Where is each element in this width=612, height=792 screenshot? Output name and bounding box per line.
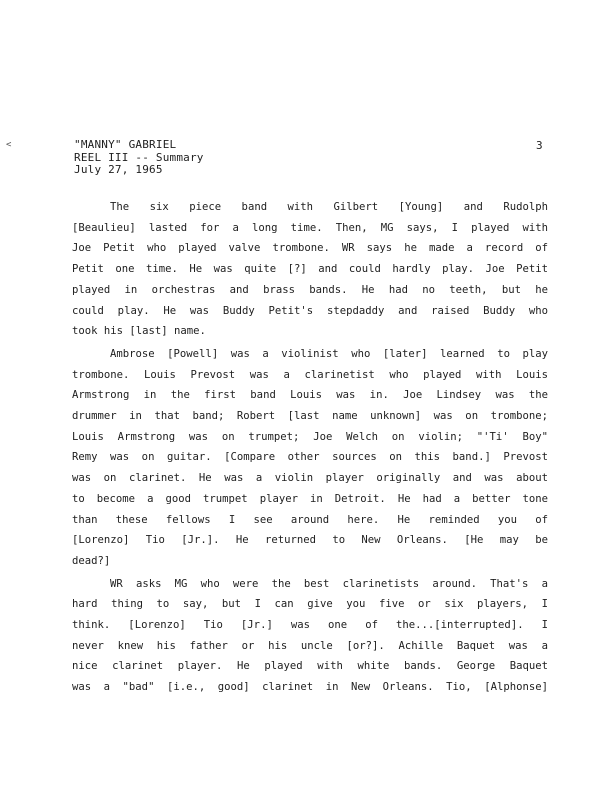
text-line: was a "bad" [i.e., good] clarinet in New Orleans. Tio, [Alphonse] — [72, 681, 548, 694]
paragraph — [72, 197, 548, 342]
interviewee-name: "MANNY" GABRIEL — [74, 138, 177, 151]
text-line: took his [last] name. — [72, 325, 206, 338]
text-line: than these fellows I see around here. He reminded you of — [72, 513, 548, 526]
text-line: [Beaulieu] lasted for a long time. Then, MG says, I played with — [72, 221, 548, 234]
text-line: to become a good trumpet player in Detroit. He had a better tone — [72, 492, 548, 505]
text-line: could play. He was Buddy Petit's stepdaddy and raised Buddy who — [72, 304, 548, 317]
text-line: Armstrong in the first band Louis was in. Joe Lindsey was the — [72, 389, 548, 402]
text-line: Ambrose [Powell] was a violinist who [later] learned to play — [110, 347, 548, 360]
reel-title: REEL III -- Summary — [74, 150, 204, 164]
summary-body — [72, 197, 548, 700]
text-line: Louis Armstrong was on trumpet; Joe Welch on violin; "'Ti' Boy" — [72, 430, 548, 443]
text-line: drummer in that band; Robert [last name unknown] was on trombone; — [72, 410, 548, 423]
text-line: think. [Lorenzo] Tio [Jr.] was one of the...[interrupted]. I — [72, 619, 548, 632]
document-header — [74, 139, 204, 177]
text-line: nice clarinet player. He played with white bands. George Baquet — [72, 660, 548, 673]
paragraph — [72, 344, 548, 572]
text-line: was on clarinet. He was a violin player originally and was about — [72, 472, 548, 485]
text-line: Remy was on guitar. [Compare other sources on this band.] Prevost — [72, 451, 548, 464]
text-line: dead?] — [72, 554, 111, 567]
text-line: trombone. Louis Prevost was a clarinetist who played with Louis — [72, 368, 548, 381]
text-line: played in orchestras and brass bands. He had no teeth, but he — [72, 283, 548, 296]
text-line: Joe Petit who played valve trombone. WR says he made a record of — [72, 242, 548, 255]
page-number: 3 — [536, 139, 543, 152]
text-line: The six piece band with Gilbert [Young] and Rudolph — [110, 201, 548, 213]
text-line: WR asks MG who were the best clarinetists around. That's a — [110, 577, 548, 590]
margin-mark: < — [6, 140, 12, 150]
interview-date: July 27, 1965 — [74, 163, 163, 176]
text-line: Petit one time. He was quite [?] and could hardly play. Joe Petit — [72, 263, 548, 276]
paragraph — [72, 574, 548, 698]
text-line: [Lorenzo] Tio [Jr.]. He returned to New Orleans. [He may be — [72, 534, 548, 547]
text-line: never knew his father or his uncle [or?]. Achille Baquet was a — [72, 639, 548, 652]
text-line: hard thing to say, but I can give you five or six players, I — [72, 598, 548, 611]
